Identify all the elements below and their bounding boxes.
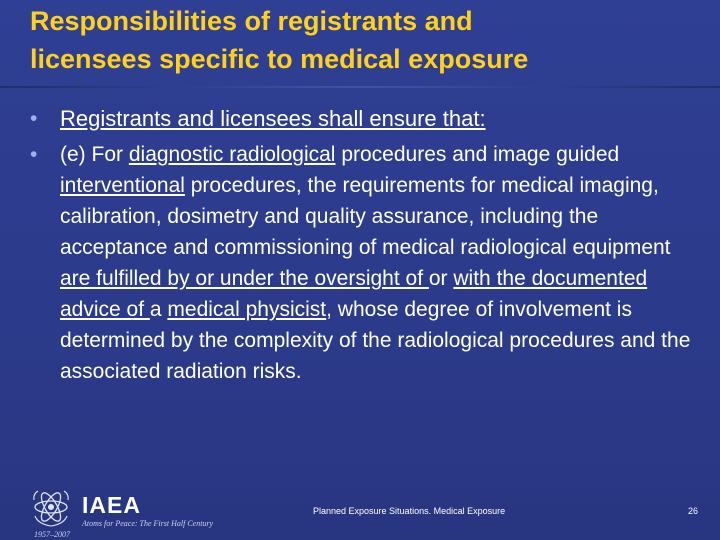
bullet-text: Registrants and licensees shall ensure that: — [60, 106, 486, 131]
text-run: (e) For — [60, 143, 129, 166]
logo-tagline: Atoms for Peace: The First Half Century — [82, 519, 214, 528]
iaea-logo — [30, 484, 230, 540]
logo-years: 1957–2007 — [34, 530, 70, 539]
text-run: , whose degree of involvement is determined by the complexity of the radiological procedures and the associated radiation risks. — [60, 298, 691, 383]
text-run: or — [428, 267, 454, 290]
atom-emblem-icon — [30, 486, 72, 528]
title-line-2: licensees specific to medical exposure — [30, 44, 529, 74]
page-number: 26 — [688, 506, 699, 516]
logo-wordmark: IAEA — [82, 492, 141, 518]
underlined-text: are fulfilled by or under the oversight of — [60, 267, 429, 290]
slide-body — [30, 103, 700, 392]
underlined-text: with the documented advice of — [60, 267, 648, 321]
title-line-1: Responsibilities of registrants and — [30, 6, 473, 36]
underlined-text: interventional — [60, 174, 185, 197]
bullet-text — [60, 143, 690, 383]
text-run: procedures, the requirements for medical imaging, calibration, dosimetry and quality assurance, including the acceptance and commissioning of medical radiological equipment — [60, 174, 671, 259]
bullet-item — [30, 139, 700, 387]
footer-title: Planned Exposure Situations. Medical Exposure — [313, 506, 506, 516]
bullet-icon: • — [30, 143, 38, 166]
slide-title — [30, 2, 690, 78]
underlined-text: medical physicist — [167, 298, 327, 321]
bullet-icon: • — [30, 107, 38, 130]
title-divider — [0, 86, 720, 88]
text-run: procedures and image guided — [335, 143, 620, 166]
underlined-text: diagnostic radiological — [128, 143, 336, 166]
bullet-item — [30, 103, 700, 134]
text-run: a — [149, 298, 168, 321]
